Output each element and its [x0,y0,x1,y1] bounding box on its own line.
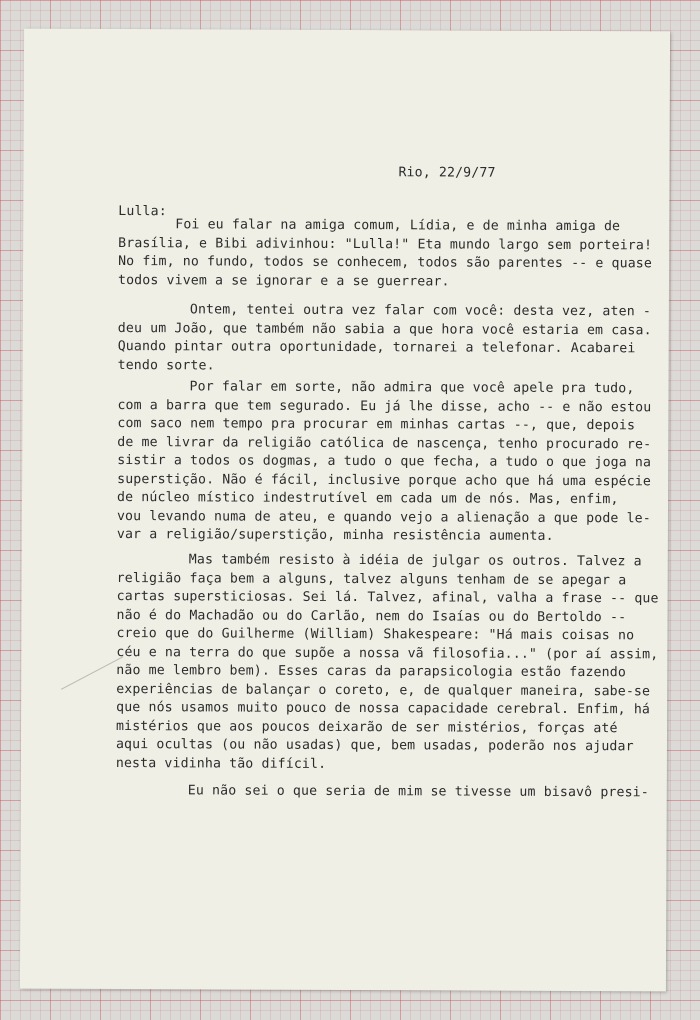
text-line: No fim, no fundo, todos se conhecem, todos são parentes -- e quase [118,254,653,272]
pencil-mark [61,656,123,689]
text-line: sistir a todos os dogmas, a tudo o que fecha, a tudo o que joga na [117,453,652,471]
text-line: que nós usamos muito pouco de nossa capacidade cerebral. Enfim, há [116,700,651,718]
text-line: não me lembro bem). Esses caras da parapsicologia estão fazendo [116,663,626,681]
text-line: superstição. Não é fácil, inclusive porque acho que há uma espécie [117,471,652,489]
text-line: creio que do Guilherme (William) Shakespeare: "Há mais coisas no [116,626,635,644]
text-line: aqui ocultas (ou não usadas) que, bem usadas, poderão nos ajudar [115,737,634,755]
text-line: nesta vidinha tão difícil. [115,755,327,772]
text-line: com a barra que tem segurado. Eu já lhe disse, acho -- e não estou [117,397,652,415]
text-line: cartas supersticiosas. Sei lá. Talvez, afinal, valha a frase -- que [116,589,659,607]
text-line: tendo sorte. [117,357,215,373]
text-line: experiências de balançar o coreto, e, de qualquer maneira, sabe-se [116,681,651,699]
letter-sheet [20,29,670,992]
text-line: Quando pintar outra oportunidade, tornarei a telefonar. Acabarei [117,339,636,357]
text-line: não é do Machadão ou do Carlão, nem do Isaías ou do Bertoldo -- [116,607,627,625]
text-line: todos vivem a se ignorar e a se guerrear. [117,272,450,289]
letter-date: Rio, 22/9/77 [398,165,496,181]
text-line: var a religião/superstição, minha resistência aumenta. [116,527,554,544]
paragraph-5 [116,782,649,803]
text-line: deu um João, que também não sabia a que hora você estaria em casa. [117,320,652,338]
text-line: de me livrar da religião católica de nascença, tenho procurado re- [117,434,652,452]
paragraph-3 [117,378,652,547]
text-line: religião faça bem a alguns, talvez alguns tenham de se apegar a [116,570,627,588]
text-line: Foi eu falar na amiga comum, Lídia, e de minha amiga de [175,217,621,235]
text-line: vou levando numa de ateu, e quando vejo a alienação a que pode le- [116,508,651,526]
letter-salutation: Lulla: [118,204,167,220]
text-line: Ontem, tentei outra vez falar com você: desta vez, aten - [189,302,652,320]
text-line: Eu não sei o que seria de mim se tivesse um bisavô presi- [187,783,649,801]
text-line: céu e na terra do que supõe a nossa vã filosofia..." (por aí assim, [116,644,659,662]
text-line: com saco nem tempo pra procurar em minhas cartas --, que, depois [117,416,636,434]
paragraph-4 [116,551,659,775]
paragraph-2 [118,301,652,377]
text-line: Mas também resisto à idéia de julgar os outros. Talvez a [188,552,642,570]
paragraph-1 [118,216,652,292]
text-line: de núcleo místico indestrutível em cada um de nós. Mas, enfim, [117,490,619,508]
text-line: mistérios que aos poucos deixarão de ser mistérios, forças até [116,718,618,736]
text-line: Brasília, e Bibi adivinhou: "Lulla!" Eta mundo largo sem porteira! [118,235,653,253]
text-line: Por falar em sorte, não admira que você apele pra tudo, [189,379,635,397]
